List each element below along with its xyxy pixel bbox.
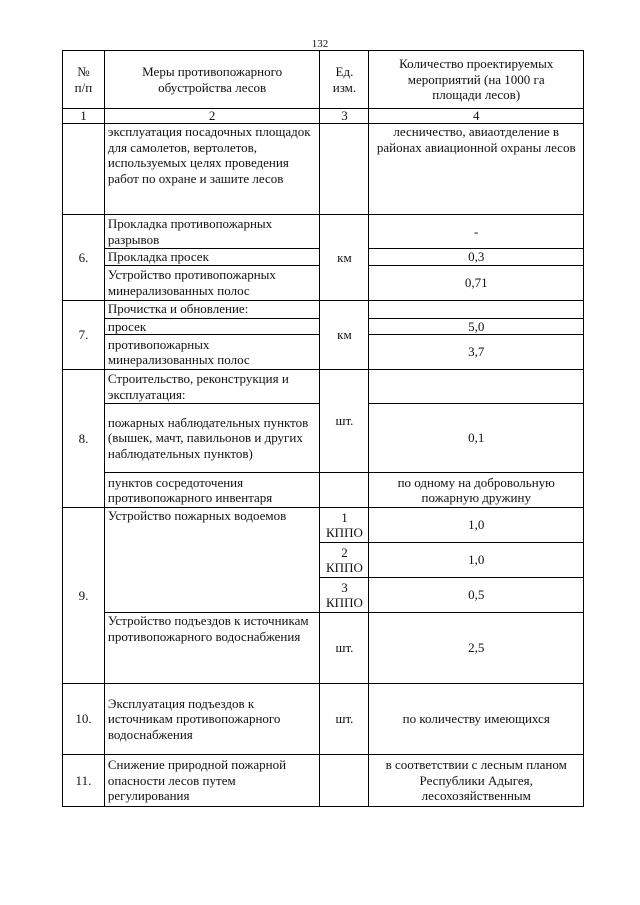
unit-cell: км <box>320 300 369 370</box>
table-row <box>63 370 584 404</box>
table-row <box>63 473 584 508</box>
quantity-cell: по одному на добровольную пожарную дружину <box>369 473 584 508</box>
quantity-cell: 0,1 <box>369 404 584 473</box>
unit-cell: шт. <box>320 370 369 473</box>
row-number: 10. <box>63 684 105 755</box>
quantity-cell: лесничество, авиаотделение в районах авиационной охраны лесов <box>369 124 584 215</box>
measure-cell: Прочистка и обновление: <box>104 300 320 318</box>
measure-cell: Устройство подъездов к источникам противопожарного водоснабжения <box>104 613 320 684</box>
quantity-cell: 3,7 <box>369 335 584 370</box>
table-row <box>63 215 584 249</box>
unit-cell: 3 КППО <box>320 578 369 613</box>
fire-safety-table <box>62 50 584 807</box>
table-row <box>63 300 584 318</box>
quantity-cell: 0,3 <box>369 249 584 266</box>
table-row <box>63 124 584 215</box>
measure-cell: эксплуатация посадочных площадок для самолетов, вертолетов, используемых целях проведения работ по охране и зашите лесов <box>104 124 320 215</box>
measure-cell: пожарных наблюдательных пунктов (вышек, мачт, павильонов и других наблюдательных пунктов) <box>104 404 320 473</box>
measure-cell: Снижение природной пожарной опасности лесов путем регулирования <box>104 755 320 807</box>
measure-cell: Эксплуатация подъездов к источникам противопожарного водоснабжения <box>104 684 320 755</box>
measure-cell: Устройство пожарных водоемов <box>104 508 320 613</box>
unit-cell <box>320 755 369 807</box>
column-number: 3 <box>320 109 369 124</box>
unit-cell: шт. <box>320 684 369 755</box>
quantity-cell: 0,71 <box>369 265 584 300</box>
row-number: 7. <box>63 300 105 370</box>
quantity-cell: 5,0 <box>369 318 584 335</box>
table-row <box>63 755 584 807</box>
measure-cell: Прокладка просек <box>104 249 320 266</box>
measure-cell: Устройство противопожарных минерализованных полос <box>104 265 320 300</box>
quantity-cell <box>369 300 584 318</box>
unit-cell: 2 КППО <box>320 543 369 578</box>
header-quantity: Количество проектируемых мероприятий (на 1000 га площади лесов) <box>369 51 584 109</box>
header-measures: Меры противопожарного обустройства лесов <box>104 51 320 109</box>
column-number: 2 <box>104 109 320 124</box>
measure-cell: Прокладка противопожарных разрывов <box>104 215 320 249</box>
column-number-row <box>63 109 584 124</box>
unit-cell <box>320 473 369 508</box>
unit-cell: 1 КППО <box>320 508 369 543</box>
row-number: 8. <box>63 370 105 508</box>
table-row <box>63 684 584 755</box>
quantity-cell <box>369 370 584 404</box>
measure-cell: Строительство, реконструкция и эксплуатация: <box>104 370 320 404</box>
column-number: 1 <box>63 109 105 124</box>
header-row <box>63 51 584 109</box>
row-number: 11. <box>63 755 105 807</box>
measure-cell: просек <box>104 318 320 335</box>
page-number: 132 <box>311 38 329 50</box>
quantity-cell: в соответствии с лесным планом Республики Адыгея, лесохозяйственным <box>369 755 584 807</box>
row-number <box>63 124 105 215</box>
unit-cell: шт. <box>320 613 369 684</box>
quantity-cell: по количеству имеющихся <box>369 684 584 755</box>
row-number: 6. <box>63 215 105 301</box>
measure-cell: пунктов сосредоточения противопожарного инвентаря <box>104 473 320 508</box>
table-row <box>63 613 584 684</box>
quantity-cell: 0,5 <box>369 578 584 613</box>
column-number: 4 <box>369 109 584 124</box>
quantity-cell: 1,0 <box>369 543 584 578</box>
quantity-cell: 2,5 <box>369 613 584 684</box>
unit-cell <box>320 124 369 215</box>
row-number: 9. <box>63 508 105 684</box>
header-unit: Ед. изм. <box>320 51 369 109</box>
quantity-cell: - <box>369 215 584 249</box>
quantity-cell: 1,0 <box>369 508 584 543</box>
table-row <box>63 508 584 543</box>
header-num: № п/п <box>63 51 105 109</box>
unit-cell: км <box>320 215 369 301</box>
measure-cell: противопожарных минерализованных полос <box>104 335 320 370</box>
